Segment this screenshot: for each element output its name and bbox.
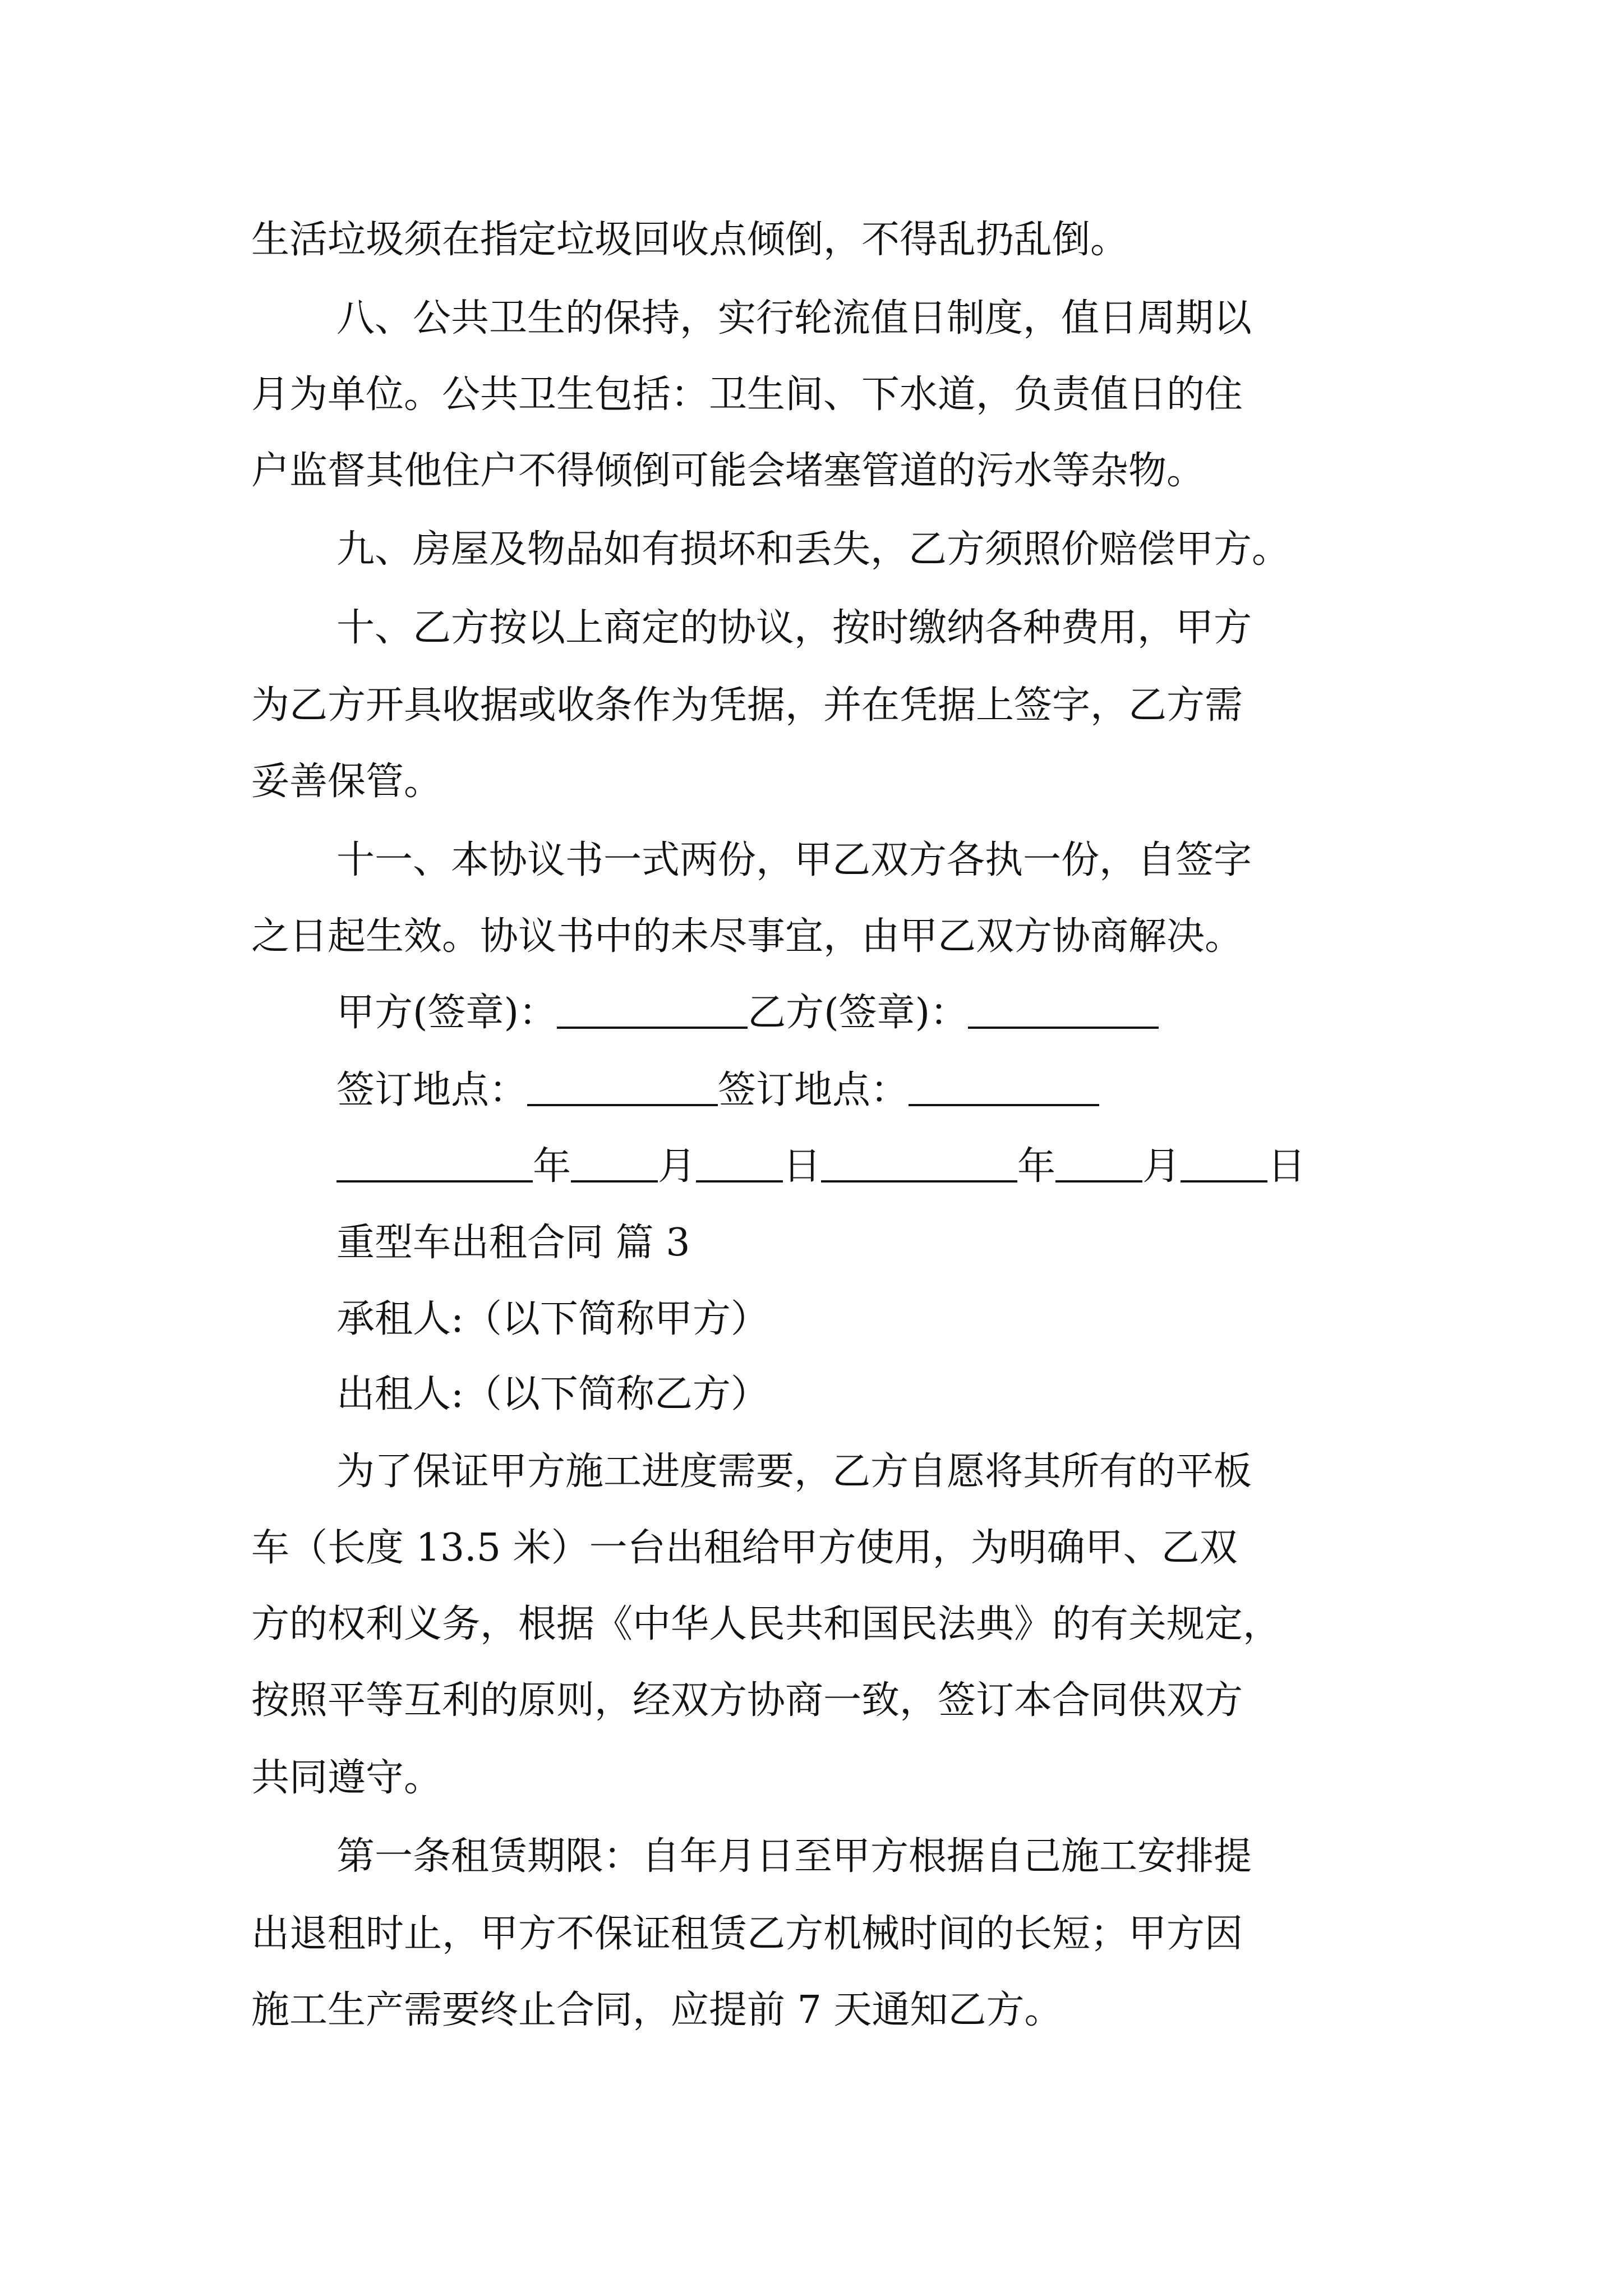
text-line: 户监督其他住户不得倾倒可能会堵塞管道的污水等杂物。 <box>251 449 1205 493</box>
text-line: 十、乙方按以上商定的协议，按时缴纳各种费用，甲方 <box>336 606 1252 650</box>
day-blank-a[interactable] <box>696 1144 783 1182</box>
day-label: 日 <box>1267 1144 1306 1189</box>
text-line: 之日起生效。协议书中的未尽事宜，由甲乙双方协商解决。 <box>251 914 1243 959</box>
day-label: 日 <box>783 1144 822 1189</box>
party-a-signature-label: 甲方(签章)： <box>336 991 557 1035</box>
text-line: 九、房屋及物品如有损坏和丢失，乙方须照价赔偿甲方。 <box>336 527 1290 572</box>
month-blank-b[interactable] <box>1055 1144 1142 1182</box>
signature-row <box>336 991 1159 1036</box>
signing-place-label-a: 签订地点： <box>336 1068 528 1112</box>
month-label: 月 <box>1142 1144 1181 1189</box>
year-label: 年 <box>1017 1144 1056 1189</box>
text-line: 方的权利义务，根据《中华人民共和国民法典》的有关规定， <box>251 1602 1281 1646</box>
text-line: 为了保证甲方施工进度需要，乙方自愿将其所有的平板 <box>336 1450 1252 1494</box>
lessor-line: 出租人:（以下简称乙方） <box>336 1372 769 1416</box>
party-b-signature-blank[interactable] <box>968 991 1159 1029</box>
text-line: 车（长度 13.5 米）一台出租给甲方使用，为明确甲、乙双 <box>251 1526 1238 1570</box>
text-line: 为乙方开具收据或收条作为凭据，并在凭据上签字，乙方需 <box>251 683 1243 728</box>
signing-place-blank-b[interactable] <box>909 1068 1099 1106</box>
text-line: 妥善保管。 <box>251 760 442 804</box>
month-label: 月 <box>658 1144 697 1189</box>
year-blank-a[interactable] <box>336 1144 533 1182</box>
year-blank-b[interactable] <box>821 1144 1017 1182</box>
day-blank-b[interactable] <box>1181 1144 1267 1182</box>
signing-place-blank-a[interactable] <box>527 1068 718 1106</box>
year-label: 年 <box>533 1144 571 1189</box>
section-heading: 重型车出租合同 篇 3 <box>336 1221 690 1265</box>
article-one-line: 第一条租赁期限：自年月日至甲方根据自己施工安排提 <box>336 1834 1252 1879</box>
text-line: 施工生产需要终止合同，应提前 7 天通知乙方。 <box>251 1988 1063 2032</box>
text-line: 出退租时止，甲方不保证租赁乙方机械时间的长短；甲方因 <box>251 1912 1243 1956</box>
text-line: 十一、本协议书一式两份，甲乙双方各执一份，自签字 <box>336 838 1252 882</box>
text-line: 按照平等互利的原则，经双方协商一致，签订本合同供双方 <box>251 1678 1243 1723</box>
lessee-line: 承租人:（以下简称甲方） <box>336 1297 769 1341</box>
text-line: 八、公共卫生的保持，实行轮流值日制度，值日周期以 <box>336 296 1252 341</box>
date-row <box>336 1144 1306 1189</box>
text-line: 共同遵守。 <box>251 1756 442 1800</box>
signing-place-row <box>336 1068 1099 1113</box>
signing-place-label-b: 签订地点： <box>718 1068 909 1112</box>
month-blank-a[interactable] <box>571 1144 658 1182</box>
party-b-signature-label: 乙方(签章)： <box>748 991 969 1035</box>
text-line: 生活垃圾须在指定垃圾回收点倾倒，不得乱扔乱倒。 <box>251 218 1129 262</box>
text-line: 月为单位。公共卫生包括：卫生间、下水道，负责值日的住 <box>251 372 1243 417</box>
party-a-signature-blank[interactable] <box>557 991 748 1029</box>
